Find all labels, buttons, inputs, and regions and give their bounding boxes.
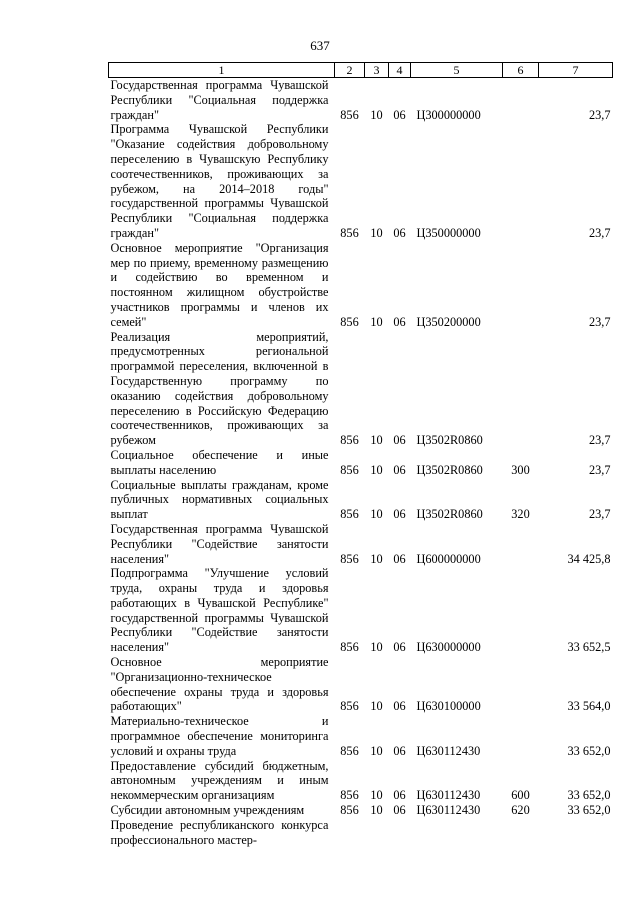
row-subsection-code: 06 <box>393 107 406 122</box>
header-cell-5: 5 <box>411 63 503 78</box>
row-expense-type <box>503 122 539 240</box>
row-section-code: 10 <box>370 803 383 818</box>
table-row <box>109 655 613 714</box>
row-expense-type: 600 <box>511 788 530 803</box>
row-name: Подпрограмма "Улучшение условий труда, охраны труда и здоровья работающих в Чувашской Республике" государственной программы Чувашской Республики "Содействие занятости населения" <box>110 566 329 655</box>
row-ministry-code: 856 <box>340 314 359 329</box>
row-ministry-code: 856 <box>340 743 359 758</box>
header-cell-7: 7 <box>539 63 613 78</box>
row-expense-type <box>503 714 539 758</box>
budget-table <box>108 62 613 847</box>
row-subsection-code <box>389 818 411 848</box>
row-target-code: Ц350000000 <box>416 225 481 240</box>
row-ministry-code: 856 <box>340 788 359 803</box>
table-row <box>109 122 613 240</box>
row-ministry-code: 856 <box>340 699 359 714</box>
row-amount: 23,7 <box>588 107 611 122</box>
row-section-code: 10 <box>370 743 383 758</box>
row-subsection-code: 06 <box>393 788 406 803</box>
row-target-code: Ц3502R0860 <box>416 507 483 522</box>
row-subsection-code: 06 <box>393 507 406 522</box>
row-target-code: Ц630100000 <box>416 699 481 714</box>
row-section-code <box>365 818 389 848</box>
row-section-code: 10 <box>370 225 383 240</box>
row-name: Основное мероприятие "Организация мер по приему, временному размещению и содействию во временном и постоянном жилищном обустройстве участников программы и членов их семей" <box>110 240 329 329</box>
row-amount: 23,7 <box>588 462 611 477</box>
table-row <box>109 478 613 522</box>
row-target-code: Ц3502R0860 <box>416 462 483 477</box>
row-ministry-code: 856 <box>340 507 359 522</box>
row-expense-type <box>503 566 539 655</box>
row-amount: 33 564,0 <box>567 699 611 714</box>
row-target-code: Ц630000000 <box>416 640 481 655</box>
page-number: 637 <box>310 38 330 53</box>
header-row <box>109 63 613 78</box>
row-ministry-code: 856 <box>340 107 359 122</box>
row-target-code: Ц300000000 <box>416 107 481 122</box>
row-section-code: 10 <box>370 433 383 448</box>
table-row <box>109 241 613 330</box>
row-expense-type: 320 <box>511 507 530 522</box>
header-cell-4: 4 <box>389 63 411 78</box>
row-expense-type <box>503 330 539 448</box>
header-cell-2: 2 <box>335 63 365 78</box>
header-cell-1: 1 <box>109 63 335 78</box>
row-ministry-code: 856 <box>340 640 359 655</box>
row-name: Предоставление субсидий бюджетным, автономным учреждениям и иным некоммерческим организациям <box>110 758 329 803</box>
row-subsection-code: 06 <box>393 462 406 477</box>
row-name: Социальные выплаты гражданам, кроме публичных нормативных социальных выплат <box>110 477 329 522</box>
row-expense-type <box>503 78 539 123</box>
row-name: Программа Чувашской Республики "Оказание содействия добровольному переселению в Чувашскую Республику соотечественников, проживающих за рубежом, на 2014–2018 годы" государственной программы Чувашской Республики "Социальная поддержка граждан" <box>110 122 329 240</box>
header-cell-3: 3 <box>365 63 389 78</box>
row-name: Государственная программа Чувашской Республики "Содействие занятости населения" <box>110 521 329 566</box>
row-amount: 23,7 <box>588 314 611 329</box>
row-expense-type <box>503 655 539 714</box>
row-name: Государственная программа Чувашской Республики "Социальная поддержка граждан" <box>110 78 329 122</box>
table-row <box>109 714 613 758</box>
row-section-code: 10 <box>370 462 383 477</box>
row-subsection-code: 06 <box>393 433 406 448</box>
row-target-code: Ц3502R0860 <box>416 433 483 448</box>
row-expense-type <box>503 818 539 848</box>
table-row <box>109 330 613 448</box>
row-amount: 23,7 <box>588 433 611 448</box>
row-section-code: 10 <box>370 314 383 329</box>
row-section-code: 10 <box>370 699 383 714</box>
row-target-code: Ц630112430 <box>416 743 481 758</box>
table-row <box>109 448 613 478</box>
row-name: Субсидии автономным учреждениям <box>110 803 305 818</box>
row-target-code: Ц350200000 <box>416 314 481 329</box>
row-target-code: Ц630112430 <box>416 803 481 818</box>
table-row <box>109 566 613 655</box>
row-amount <box>539 818 613 848</box>
row-ministry-code <box>335 818 365 848</box>
row-subsection-code: 06 <box>393 699 406 714</box>
row-amount: 33 652,0 <box>567 803 611 818</box>
row-name: Социальное обеспечение и иные выплаты населению <box>110 447 329 477</box>
row-subsection-code: 06 <box>393 314 406 329</box>
table-row <box>109 78 613 123</box>
header-cell-6: 6 <box>503 63 539 78</box>
row-section-code: 10 <box>370 107 383 122</box>
row-amount: 23,7 <box>588 225 611 240</box>
row-expense-type: 620 <box>511 803 530 818</box>
row-ministry-code: 856 <box>340 803 359 818</box>
row-ministry-code: 856 <box>340 225 359 240</box>
row-subsection-code: 06 <box>393 640 406 655</box>
row-amount: 33 652,0 <box>567 743 611 758</box>
row-name: Проведение республиканского конкурса профессионального мастер- <box>110 817 329 847</box>
table-row <box>109 818 613 848</box>
row-target-code <box>411 818 503 848</box>
row-subsection-code: 06 <box>393 225 406 240</box>
row-ministry-code: 856 <box>340 462 359 477</box>
row-section-code: 10 <box>370 551 383 566</box>
row-amount: 34 425,8 <box>567 551 611 566</box>
row-target-code: Ц600000000 <box>416 551 481 566</box>
row-section-code: 10 <box>370 640 383 655</box>
row-ministry-code: 856 <box>340 433 359 448</box>
row-amount: 23,7 <box>588 507 611 522</box>
row-target-code: Ц630112430 <box>416 788 481 803</box>
row-subsection-code: 06 <box>393 803 406 818</box>
row-ministry-code: 856 <box>340 551 359 566</box>
row-name: Основное мероприятие "Организационно-техническое обеспечение охраны труда и здоровья работающих" <box>110 655 329 714</box>
table-row <box>109 522 613 566</box>
table-row <box>109 759 613 803</box>
row-subsection-code: 06 <box>393 551 406 566</box>
row-expense-type <box>503 522 539 566</box>
row-section-code: 10 <box>370 788 383 803</box>
row-subsection-code: 06 <box>393 743 406 758</box>
table-row <box>109 803 613 818</box>
row-amount: 33 652,0 <box>567 788 611 803</box>
row-amount: 33 652,5 <box>567 640 611 655</box>
row-section-code: 10 <box>370 507 383 522</box>
row-expense-type: 300 <box>511 462 530 477</box>
row-name: Реализация мероприятий, предусмотренных региональной программой переселения, включенной в Государственную программу по оказанию содействия добровольному переселению в Российскую Федерацию соотечественников, проживающих за рубежом <box>110 329 329 448</box>
row-name: Материально-техническое и программное обеспечение мониторинга условий и охраны труда <box>110 714 329 758</box>
row-expense-type <box>503 241 539 330</box>
